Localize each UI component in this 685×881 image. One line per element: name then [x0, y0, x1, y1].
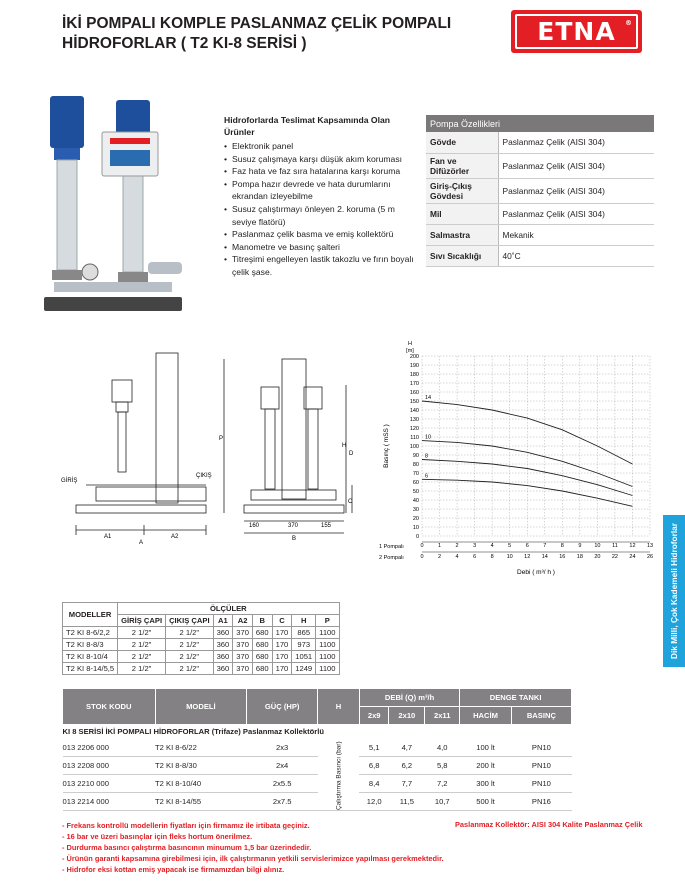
stock-cell: 2x4: [247, 757, 318, 775]
stock-cell: 013 2206 000: [63, 739, 156, 757]
dims-cell: 865: [292, 627, 316, 639]
stock-cell: T2 KI 8-6/22: [155, 739, 247, 757]
y-axis-top-label: H: [408, 341, 412, 347]
feature-row: [426, 132, 654, 153]
dims-header: ÇIKIŞ ÇAPI: [166, 615, 214, 627]
feature-key: Giriş-Çıkış Gövdesi: [426, 178, 498, 203]
dims-cell: 2 1/2": [118, 651, 166, 663]
x-tick-label: 4: [490, 543, 494, 549]
brand-name: ETNA: [537, 17, 616, 46]
dims-cell: 2 1/2": [166, 663, 214, 675]
scope-item: • Susuz çalıştırmayı önleyen 2. koruma (5 m seviye flatörü): [224, 203, 420, 228]
stock-cell: 013 2214 000: [63, 793, 156, 811]
scope-item: • Titreşimi engelleyen lastik takozlu ve fırın boyalı çelik şase.: [224, 253, 420, 278]
dims-cell: 360: [213, 639, 233, 651]
y-tick-label: 100: [409, 444, 419, 450]
feature-value: 40˚C: [498, 245, 654, 266]
x-tick-label-2: 14: [541, 554, 548, 560]
stock-cell: 100 lt: [460, 739, 512, 757]
stock-cell: 300 lt: [460, 775, 512, 793]
title-line-1: İKİ POMPALI KOMPLE PASLANMAZ ÇELİK POMPALI: [62, 15, 452, 32]
scope-item: • Elektronik panel: [224, 140, 420, 153]
note-item: - Hidrofor eksi kottan emiş yapacak ise firmamızdan bilgi alınız.: [62, 865, 285, 874]
dims-header: P: [316, 615, 339, 627]
stock-subtitle: KI 8 SERİSİ İKİ POMPALI HİDROFORLAR (Trifaze) Paslanmaz Kollektörlü: [62, 727, 324, 737]
pump-features-table: [426, 115, 654, 267]
x-tick-label: 6: [525, 543, 529, 549]
stock-sub-volume: HACİM: [460, 707, 512, 725]
y-axis-title: Basınç ( mSS ): [383, 424, 390, 468]
dims-cell: 370: [233, 651, 253, 663]
feature-value: Mekanik: [498, 224, 654, 245]
feature-value: Paslanmaz Çelik (AISI 304): [498, 132, 654, 153]
dims-cell: 370: [233, 627, 253, 639]
stock-cell: 5,8: [425, 757, 460, 775]
x-tick-label-2: 26: [646, 554, 654, 560]
x-tick-label-2: 16: [559, 554, 566, 560]
stock-col-code: STOK KODU: [63, 689, 156, 725]
x-row2-label: 2 Pompalı: [379, 555, 404, 561]
dims-cell: 360: [213, 627, 233, 639]
x-tick-label: 7: [543, 543, 547, 549]
feature-row: [426, 153, 654, 178]
product-photo: [40, 92, 186, 322]
dim-370: 370: [288, 523, 299, 529]
y-tick-label: 20: [412, 516, 419, 522]
y-tick-label: 140: [409, 408, 419, 414]
x-tick-label: 3: [473, 543, 477, 549]
series-label: 6: [425, 473, 429, 480]
dims-cell: 170: [272, 663, 292, 675]
stock-row: [63, 793, 572, 811]
stock-col-h: H: [318, 689, 360, 725]
dims-cell: 973: [292, 639, 316, 651]
dims-cell: 170: [272, 627, 292, 639]
dims-cell: 360: [213, 651, 233, 663]
feature-key: Mil: [426, 203, 498, 224]
dims-cell: 370: [233, 663, 253, 675]
dims-header: B: [252, 615, 272, 627]
y-tick-label: 200: [409, 354, 419, 360]
feature-key: Gövde: [426, 132, 498, 153]
x-tick-label: 8: [560, 543, 564, 549]
stock-cell: 2x5.5: [247, 775, 318, 793]
stock-col-tank: DENGE TANKI: [460, 689, 572, 707]
stock-cell: 11,5: [389, 793, 425, 811]
stock-cell: 7,2: [425, 775, 460, 793]
outlet-label: ÇIKIŞ: [196, 473, 212, 479]
feature-value: Paslanmaz Çelik (AISI 304): [498, 153, 654, 178]
dims-cell: 680: [252, 651, 272, 663]
y-tick-label: 90: [412, 453, 419, 459]
dim-a2: A2: [171, 534, 179, 540]
stock-cell: 4,0: [425, 739, 460, 757]
dims-cell: 370: [233, 639, 253, 651]
stock-col-model: MODELİ: [155, 689, 247, 725]
dims-cell: 360: [213, 663, 233, 675]
dims-header: A2: [233, 615, 253, 627]
dims-header: A1: [213, 615, 233, 627]
feature-value: Paslanmaz Çelik (AISI 304): [498, 178, 654, 203]
note-item: - Frekans kontrollü modellerin fiyatları için firmamız ile irtibata geçiniz.: [62, 821, 310, 830]
start-pressure-label: Çalıştırma Basıncı (bar): [318, 739, 360, 811]
stock-cell: 500 lt: [460, 793, 512, 811]
x-tick-label: 1: [438, 543, 442, 549]
dims-cell: T2 KI 8-6/2,2: [63, 627, 118, 639]
stock-col-flow: DEBİ (Q) m³/h: [359, 689, 459, 707]
brand-mark: ®: [625, 19, 633, 27]
series-label: 10: [425, 434, 432, 441]
stock-cell: 013 2208 000: [63, 757, 156, 775]
scope-heading: Hidroforlarda Teslimat Kapsamında Olan Ürünler: [224, 115, 391, 137]
x-tick-label-2: 18: [576, 554, 583, 560]
dims-cell: 680: [252, 627, 272, 639]
dim-a: A: [139, 540, 144, 545]
dims-cell: 1100: [316, 651, 339, 663]
note-item: - Durdurma basıncı çalıştırma basıncının minumum 1,5 bar üzerindedir.: [62, 843, 312, 852]
dims-header: C: [272, 615, 292, 627]
stock-table: [62, 688, 572, 811]
dims-cell: 1100: [316, 639, 339, 651]
stock-cell: 200 lt: [460, 757, 512, 775]
stock-cell: T2 KI 8-8/30: [155, 757, 247, 775]
y-tick-label: 80: [412, 462, 419, 468]
x-tick-label: 11: [612, 543, 618, 549]
dim-a1: A1: [104, 534, 112, 540]
stock-sub-2x10: 2x10: [389, 707, 425, 725]
feature-row: [426, 245, 654, 266]
collector-note: Paslanmaz Kollektör: AISI 304 Kalite Paslanmaz Çelik: [455, 820, 643, 829]
stock-row: [63, 739, 572, 757]
feature-row: [426, 224, 654, 245]
dimensions-table: [62, 602, 340, 675]
y-tick-label: 110: [410, 435, 419, 441]
dims-cell: 170: [272, 639, 292, 651]
dims-header: H: [292, 615, 316, 627]
dim-c: C: [348, 499, 353, 505]
x-tick-label-2: 24: [629, 554, 636, 560]
dims-cell: 1100: [316, 663, 339, 675]
y-tick-label: 30: [412, 507, 419, 513]
dims-cell: 2 1/2": [166, 627, 214, 639]
y-tick-label: 130: [409, 417, 419, 423]
y-tick-label: 120: [409, 426, 419, 432]
stock-cell: 6,8: [359, 757, 389, 775]
y-tick-label: 70: [412, 471, 419, 477]
stock-cell: 6,2: [389, 757, 425, 775]
dims-row: [63, 639, 340, 651]
x-tick-label-2: 10: [506, 554, 513, 560]
dims-cell: 680: [252, 639, 272, 651]
dims-cell: T2 KI 8-14/5,5: [63, 663, 118, 675]
stock-cell: T2 KI 8-14/55: [155, 793, 247, 811]
stock-cell: 10,7: [425, 793, 460, 811]
dims-cell: 2 1/2": [118, 627, 166, 639]
x-tick-label: 13: [646, 543, 654, 549]
scope-list: [224, 140, 420, 279]
x-tick-label-2: 8: [490, 554, 494, 560]
stock-cell: PN16: [511, 793, 571, 811]
dims-row: [63, 627, 340, 639]
y-tick-label: 160: [409, 390, 419, 396]
note-item: - Ürünün garanti kapsamına girebilmesi için, ilk çalıştırmanın yetkili servislerimizce yapılması gerekmektedir.: [62, 854, 444, 863]
y-tick-label: 40: [412, 498, 419, 504]
y-tick-label: 60: [412, 480, 419, 486]
dims-cell: 680: [252, 663, 272, 675]
scope-item: • Manometre ve basınç şalteri: [224, 241, 420, 254]
stock-cell: 5,1: [359, 739, 389, 757]
stock-row: [63, 775, 572, 793]
stock-col-power: GÜÇ (HP): [247, 689, 318, 725]
dims-cell: 2 1/2": [166, 651, 214, 663]
dim-d: D: [349, 451, 354, 457]
feature-row: [426, 178, 654, 203]
dims-cell: 1051: [292, 651, 316, 663]
dims-cell: 170: [272, 651, 292, 663]
dims-header: GİRİŞ ÇAPI: [118, 615, 166, 627]
stock-cell: 013 2210 000: [63, 775, 156, 793]
x-axis-title: Debi ( m³/ h ): [517, 569, 555, 576]
stock-sub-2x9: 2x9: [359, 707, 389, 725]
x-tick-label-2: 22: [611, 554, 618, 560]
dim-160: 160: [249, 523, 260, 529]
series-label: 14: [425, 395, 432, 401]
series-label: 8: [425, 453, 429, 460]
dims-cell: T2 KI 8-8/3: [63, 639, 118, 651]
dim-b: B: [292, 536, 297, 542]
scope-item: • Faz hata ve faz sıra hatalarına karşı koruma: [224, 165, 420, 178]
stock-sub-pressure: BASINÇ: [511, 707, 571, 725]
dim-155: 155: [321, 523, 332, 529]
stock-cell: PN10: [511, 757, 571, 775]
y-axis-unit: [m]: [406, 348, 414, 354]
feature-row: [426, 203, 654, 224]
y-tick-label: 150: [409, 399, 419, 405]
dims-row: [63, 663, 340, 675]
x-tick-label: 5: [508, 543, 512, 549]
inlet-label: GİRİŞ: [61, 478, 78, 484]
dims-cell: 2 1/2": [118, 639, 166, 651]
y-tick-label: 10: [412, 525, 419, 531]
feature-key: Salmastra: [426, 224, 498, 245]
dims-cell: 2 1/2": [118, 663, 166, 675]
stock-cell: 12,0: [359, 793, 389, 811]
title-line-2: HİDROFORLAR ( T2 KI-8 SERİSİ ): [62, 35, 307, 52]
y-tick-label: 190: [409, 363, 419, 369]
stock-sub-2x11: 2x11: [425, 707, 460, 725]
performance-chart: [378, 340, 660, 580]
stock-cell: 2x7.5: [247, 793, 318, 811]
x-row1-label: 1 Pompalı: [379, 544, 404, 550]
dim-h: H: [342, 443, 347, 449]
scope-item: • Paslanmaz çelik basma ve emiş kollektörü: [224, 228, 420, 241]
x-tick-label: 9: [578, 543, 582, 549]
side-category-tab: Dik Milli, Çok Kademeli Hidroforlar: [663, 515, 685, 667]
technical-drawing: [56, 345, 356, 545]
x-tick-label: 2: [455, 543, 459, 549]
stock-cell: 4,7: [389, 739, 425, 757]
x-tick-label: 10: [594, 543, 601, 549]
y-tick-label: 50: [412, 489, 419, 495]
y-tick-label: 180: [409, 372, 419, 378]
y-tick-label: 170: [409, 381, 419, 387]
dims-cell: 1100: [316, 627, 339, 639]
x-tick-label-2: 0: [420, 554, 424, 560]
stock-cell: 2x3: [247, 739, 318, 757]
page-title: [62, 14, 451, 54]
feature-key: Fan ve Difüzörler: [426, 153, 498, 178]
feature-key: Sıvı Sıcaklığı: [426, 245, 498, 266]
stock-row: [63, 757, 572, 775]
dims-row: [63, 651, 340, 663]
x-tick-label-2: 2: [438, 554, 442, 560]
stock-cell: T2 KI 8-10/40: [155, 775, 247, 793]
x-tick-label-2: 12: [524, 554, 531, 560]
x-tick-label-2: 4: [455, 554, 459, 560]
notes: [62, 820, 444, 875]
dims-cell: 2 1/2": [166, 639, 214, 651]
scope-item: • Susuz çalışmaya karşı düşük akım koruması: [224, 153, 420, 166]
dims-col-models: MODELLER: [63, 603, 118, 627]
delivery-scope: [224, 114, 420, 279]
stock-cell: PN10: [511, 739, 571, 757]
features-heading: Pompa Özellikleri: [426, 115, 654, 132]
dims-cell: T2 KI 8-10/4: [63, 651, 118, 663]
x-tick-label-2: 20: [594, 554, 601, 560]
dims-cell: 1249: [292, 663, 316, 675]
note-item: - 16 bar ve üzeri basınçlar için fleks hortum önerilmez.: [62, 832, 253, 841]
dims-col-dims: ÖLÇÜLER: [118, 603, 339, 615]
x-tick-label: 0: [420, 543, 424, 549]
feature-value: Paslanmaz Çelik (AISI 304): [498, 203, 654, 224]
x-tick-label: 12: [629, 543, 636, 549]
x-tick-label-2: 6: [473, 554, 477, 560]
stock-cell: PN10: [511, 775, 571, 793]
stock-cell: 7,7: [389, 775, 425, 793]
brand-logo: [511, 10, 642, 53]
stock-cell: 8,4: [359, 775, 389, 793]
dim-p: P: [219, 436, 224, 442]
y-tick-label: 0: [415, 534, 419, 540]
scope-item: • Pompa hazır devrede ve hata durumlarını ekrandan izleyebilme: [224, 178, 420, 203]
